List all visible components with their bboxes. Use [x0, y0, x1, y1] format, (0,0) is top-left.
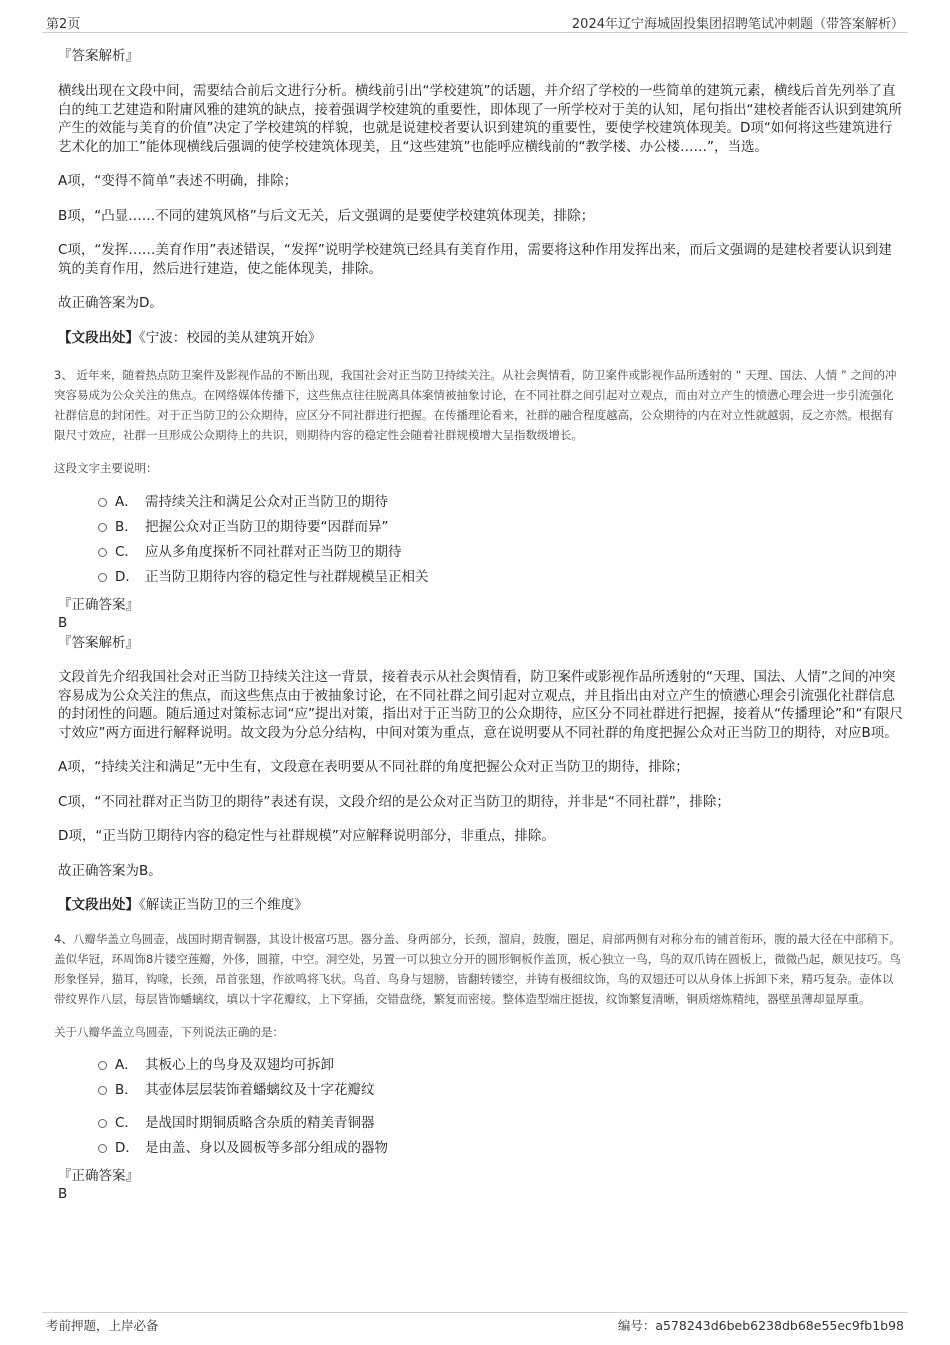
q3-option-c[interactable]: C． 应从多角度探析不同社群对正当防卫的期待: [58, 540, 904, 565]
q3-option-a-analysis: A项，“持续关注和满足”无中生有，文段意在表明要从不同社群的角度把握公众对正当防卫的期待，排除；: [58, 759, 689, 775]
q2-source-text: 《宁波：校园的美从建筑开始》: [139, 329, 322, 346]
q2-conclusion: 故正确答案为D。: [58, 295, 163, 311]
q2-option-a-analysis: A项，“变得不简单”表述不明确，排除；: [58, 173, 298, 189]
serial-label: 编号：: [617, 1318, 656, 1333]
q4-prompt: 关于八瓣华盖立鸟圆壶，下列说法正确的是：: [54, 1024, 284, 1039]
q3-option-b[interactable]: B． 把握公众对正当防卫的期待要“因群而异”: [58, 515, 904, 540]
q3-prompt: 这段文字主要说明：: [54, 461, 158, 475]
q3-source-label: 【文段出处】: [58, 897, 139, 913]
radio-button-icon[interactable]: [98, 523, 107, 532]
q3-stem: 3、 近年来，随着热点防卫案件及影视作品的不断出现，我国社会对正当防卫持续关注。从社会舆情看，防卫案件或影视作品所透射的 “ 天理、国法、人情 ” 之间的冲突容易成为公众关注的焦点。在网络媒体传播下，这些焦点往往脱离具体案情被抽象讨论，在不同社群之间引起对立观点，而由对立产生的愤懑心理会进一步引流强化社群信息的封闭性。对于正当防卫的公众期待，应区分不同社群进行把握。在传播理论看来，社群的融合程度越高，公众期待的内在对立性就越弱，反之亦然。根据有限尺寸效应，社群一旦形成公众期待上的共识，则期待内容的稳定性会随着社群规模增大呈指数级增长。: [54, 368, 897, 442]
radio-button-icon[interactable]: [98, 548, 107, 557]
q3-analysis-label: 『答案解析』: [58, 635, 139, 651]
footer-serial: [618, 1316, 904, 1334]
q3-answer: B: [58, 615, 68, 631]
q3-conclusion: 故正确答案为B。: [58, 862, 162, 879]
q2-analysis-label: 『答案解析』: [58, 48, 139, 64]
q2-option-b-analysis: B项，“凸显……不同的建筑风格”与后文无关，后文强调的是要使学校建筑体现美，排除；: [58, 207, 595, 224]
q4-options: [58, 1053, 904, 1161]
radio-button-icon[interactable]: [98, 498, 107, 507]
q3-answer-label: 『正确答案』: [58, 597, 139, 613]
q3-source: [58, 896, 904, 915]
q4-option-a[interactable]: A． 其板心上的鸟身及双翅均可拆卸: [58, 1053, 904, 1078]
q3-option-d[interactable]: D． 正当防卫期待内容的稳定性与社群规模呈正相关: [58, 565, 904, 590]
q4-option-b[interactable]: B． 其壶体层层装饰着蟠螭纹及十字花瓣纹: [58, 1078, 904, 1103]
radio-button-icon[interactable]: [98, 1086, 107, 1095]
radio-button-icon[interactable]: [98, 573, 107, 582]
q2-source: [58, 329, 904, 348]
page-footer: [42, 1312, 908, 1335]
q3-option-a[interactable]: A． 需持续关注和满足公众对正当防卫的期待: [58, 490, 904, 515]
radio-button-icon[interactable]: [98, 1119, 107, 1128]
q2-option-c-analysis: C项，“发挥……美育作用”表述错误，“发挥”说明学校建筑已经具有美育作用，需要将这种作用发挥出来，而后文强调的是建校者要认识到建筑的美育作用，然后进行建造，使之能体现美，排除。: [58, 242, 892, 277]
q4-option-d[interactable]: D． 是由盖、身以及圆板等多部分组成的器物: [58, 1136, 904, 1161]
page-content: [54, 44, 904, 1203]
page-number: 第2页: [46, 17, 81, 32]
q3-option-c-analysis: C项，“不同社群对正当防卫的期待”表述有误，文段介绍的是公众对正当防卫的期待，并非是“不同社群”，排除；: [58, 793, 730, 810]
footer-slogan: 考前押题，上岸必备: [46, 1318, 159, 1333]
q4-stem: 4、八瓣华盖立鸟圆壶，战国时期青铜器，其设计极富巧思。器分盖、身两部分，长颈，溜肩，鼓腹，圈足，肩部两侧有对称分布的铺首衔环，腹的最大径在中部稍下。盖似华冠，环周饰8片镂空莲瓣，外侈，圆箍，中空。洞空处，另置一可以独立分开的圆形铜板作盖顶，板心独立一鸟，鸟的双爪铸在圆板上，微微凸起，颇见技巧。鸟形象怪异，猫耳，钩喙，长颈，昂首张翅，作欲鸣将飞状。鸟首、鸟身与翅膀，皆翻转镂空，并铸有极细纹饰，鸟的双翅还可以从身体上拆卸下来，精巧复杂。壶体以带纹界作八层，每层皆饰蟠螭纹，填以十字花瓣纹，上下穿插，交错盘绕，繁复而密接。整体造型端庄挺拔，纹饰繁复清晰，铜质熔炼精纯，器壁虽薄却显厚重。: [54, 931, 901, 1006]
page-header: [42, 10, 908, 33]
q4-answer-label: 『正确答案』: [58, 1167, 139, 1184]
q2-source-label: 【文段出处】: [58, 329, 139, 346]
radio-button-icon[interactable]: [98, 1061, 107, 1070]
q3-option-d-analysis: D项，“正当防卫期待内容的稳定性与社群规模”对应解释说明部分，非重点，排除。: [58, 828, 555, 844]
serial-number: a578243d6beb6238db68e55ec9fb1b98: [655, 1318, 904, 1333]
q3-analysis: 文段首先介绍我国社会对正当防卫持续关注这一背景，接着表示从社会舆情看，防卫案件或影视作品所透射的“天理、国法、人情”之间的冲突容易成为公众关注的焦点，而这些焦点由于被抽象讨论，在不同社群之间引起对立观点，并且指出由对立产生的愤懑心理会引流强化社群信息的封闭性的问题。随后通过对策标志词“应”提出对策，指出对于正当防卫的公众期待，应区分不同社群进行把握，接着从“传播理论”和“有限尺寸效应”两方面进行解释说明。故文段为分总分结构，中间对策为重点，意在说明要从不同社群的角度把握公众对正当防卫的期待，对应B项。: [58, 669, 903, 741]
q4-answer: B: [58, 1185, 68, 1202]
document-title: 2024年辽宁海城固投集团招聘笔试冲刺题（带答案解析）: [571, 17, 904, 32]
q4-option-c[interactable]: C． 是战国时期铜质略含杂质的精美青铜器: [58, 1111, 904, 1136]
q3-options: [58, 490, 904, 590]
q3-source-text: 《解读正当防卫的三个维度》: [139, 897, 308, 913]
q2-analysis: 横线出现在文段中间，需要结合前后文进行分析。横线前引出“学校建筑”的话题，并介绍了学校的一些简单的建筑元素，横线后首先列举了直白的纯工艺建造和附庸风雅的建筑的缺点，接着强调学校建筑的重要性，即体现了一所学校对于美的认知，尾句指出“建校者能否认识到建筑所产生的效能与美育的价值”决定了学校建筑的样貌，也就是说建校者要认识到建筑的重要性，要使学校建筑体现美。D项“如何将这些建筑进行艺术化的加工”能体现横线后强调的使学校建筑体现美，且“这些建筑”也能呼应横线前的“教学楼、办公楼……”，当选。: [58, 83, 902, 155]
radio-button-icon[interactable]: [98, 1144, 107, 1153]
